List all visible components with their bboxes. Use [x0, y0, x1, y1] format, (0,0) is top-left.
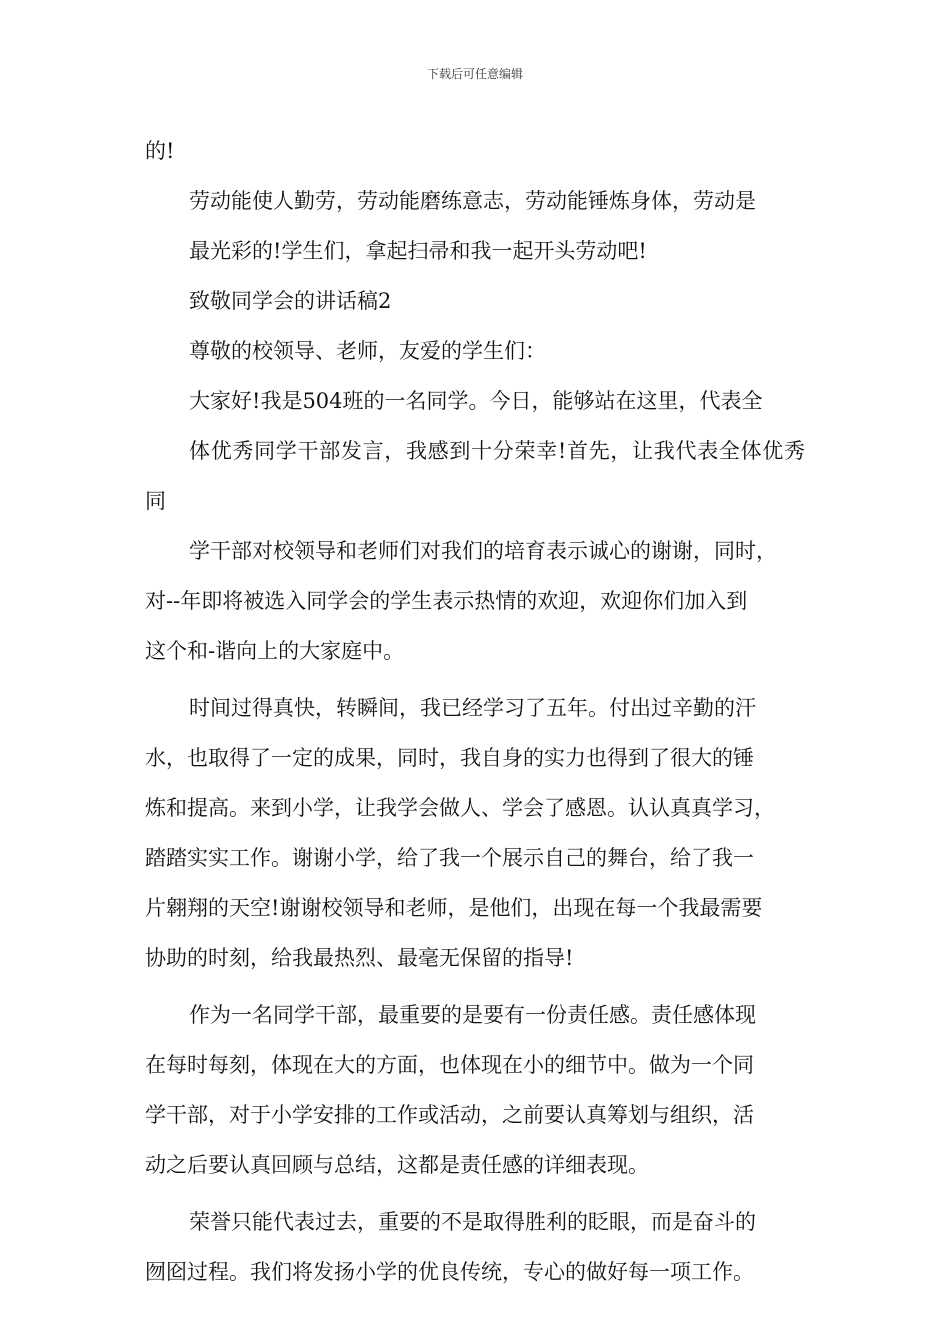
text-line: 动之后要认真回顾与总结，这都是责任感的详细表现。 [145, 1153, 649, 1177]
paragraph-greeting [145, 376, 805, 676]
text-line: 协助的时刻，给我最热烈、最毫无保留的指导! [145, 946, 574, 970]
text-line: 炼和提高。来到小学，让我学会做人、学会了感恩。认认真真学习， [145, 796, 775, 820]
paragraph-honor [145, 1197, 805, 1297]
text-line: 学干部对校领导和老师们对我们的培育表示诚心的谢谢，同时， [189, 539, 777, 563]
paragraph-spacer [145, 676, 805, 683]
section-title [145, 276, 805, 326]
text-line: 在每时每刻，体现在大的方面，也体现在小的细节中。做为一个同 [145, 1053, 754, 1077]
text-line: 体优秀同学干部发言，我感到十分荣幸!首先，让我代表全体优秀同 [145, 439, 805, 513]
text-line: 时间过得真快，转瞬间，我已经学习了五年。付出过辛勤的汗 [189, 696, 756, 720]
text-line: 致敬同学会的讲话稿2 [189, 289, 392, 313]
text-line: 踏踏实实工作。谢谢小学，给了我一个展示自己的舞台，给了我一 [145, 846, 754, 870]
paragraph-time [145, 683, 805, 983]
paragraph-spacer [145, 1190, 805, 1197]
text-line: 劳动能使人勤劳，劳动能磨练意志，劳动能锤炼身体，劳动是 [189, 189, 756, 213]
paragraph-continuation [145, 126, 805, 176]
text-line: 片翱翔的天空!谢谢校领导和老师，是他们，出现在每一个我最需要 [145, 896, 763, 920]
text-line: 最光彩的!学生们，拿起扫帚和我一起开头劳动吧! [189, 239, 647, 263]
salutation [145, 326, 805, 376]
document-body [145, 126, 805, 1297]
text-line: 尊敬的校领导、老师，友爱的学生们： [189, 339, 546, 363]
text-line: 对--年即将被选入同学会的学生表示热情的欢迎，欢迎你们加入到 [145, 589, 748, 613]
text-line: 的! [145, 139, 175, 163]
text-line: 大家好!我是504班的一名同学。今日，能够站在这里，代表全 [189, 389, 763, 413]
text-line: 囫囵过程。我们将发扬小学的优良传统，专心的做好每一项工作。 [145, 1260, 754, 1284]
paragraph-responsibility [145, 990, 805, 1190]
text-line: 学干部，对于小学安排的工作或活动，之前要认真筹划与组织，活 [145, 1103, 754, 1127]
paragraph-spacer [145, 983, 805, 990]
text-line: 这个和-谐向上的大家庭中。 [145, 639, 405, 663]
text-line: 水，也取得了一定的成果，同时，我自身的实力也得到了很大的锤 [145, 746, 754, 770]
page-header-note: 下载后可任意编辑 [426, 67, 523, 81]
paragraph-labor [145, 176, 805, 276]
text-line: 作为一名同学干部，最重要的是要有一份责任感。责任感体现 [189, 1003, 756, 1027]
text-line: 荣誉只能代表过去，重要的不是取得胜利的眨眼，而是奋斗的 [189, 1210, 756, 1234]
